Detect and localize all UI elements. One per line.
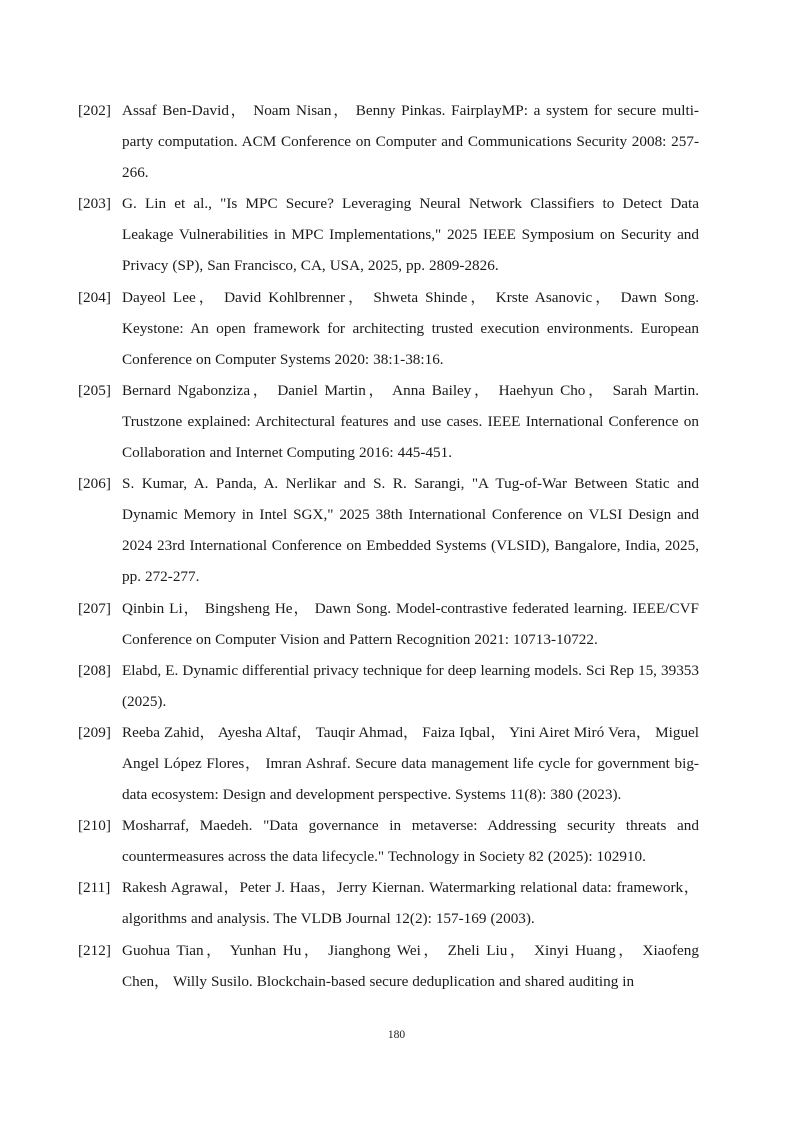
reference-number: [206] (78, 475, 111, 493)
reference-entry (78, 810, 699, 872)
reference-number: [210] (78, 817, 111, 835)
reference-entry (78, 375, 699, 468)
reference-text: Rakesh Agrawal，Peter J. Haas，Jerry Kiernan. Watermarking relational data: framework，algorithms and analysis. The VLDB Journal 12(2): 157-169 (2003). (122, 879, 699, 928)
reference-entry (78, 935, 699, 997)
reference-text: Qinbin Li， Bingsheng He， Dawn Song. Model-contrastive federated learning. IEEE/CVF Conference on Computer Vision and Pattern Recognition 2021: 10713-10722. (122, 599, 699, 648)
reference-number: [204] (78, 288, 111, 306)
reference-text: Bernard Ngabonziza， Daniel Martin， Anna Bailey， Haehyun Cho， Sarah Martin. Trustzone explained: Architectural features and use cases. IEEE International Conference on Collaboration and Internet Computing 2016: 445-451. (122, 381, 699, 462)
reference-list (78, 95, 699, 997)
reference-number: [205] (78, 381, 111, 399)
reference-number: [202] (78, 102, 111, 119)
reference-text: G. Lin et al., "Is MPC Secure? Leveraging Neural Network Classifiers to Detect Data Leakage Vulnerabilities in MPC Implementations," 2025 IEEE Symposium on Security and Privacy (SP), San Francisco, CA, USA, 2025, pp. 2809-2826. (122, 195, 699, 275)
reference-entry (78, 593, 699, 655)
reference-entry (78, 282, 699, 375)
reference-number: [203] (78, 195, 111, 213)
page-number: 180 (387, 1029, 406, 1041)
reference-text: Reeba Zahid， Ayesha Altaf， Tauqir Ahmad， Faiza Iqbal， Yini Airet Miró Vera， Miguel Angel López Flores， Imran Ashraf. Secure data management life cycle for government big-data ecosystem: Design and development perspective. Systems 11(8): 380 (2023). (122, 723, 699, 804)
reference-entry (78, 872, 699, 934)
reference-entry (78, 95, 699, 188)
reference-number: [208] (78, 661, 111, 679)
reference-text: Guohua Tian， Yunhan Hu， Jianghong Wei， Zheli Liu， Xinyi Huang， Xiaofeng Chen， Willy Susilo. Blockchain-based secure deduplication and shared auditing in (122, 941, 699, 990)
reference-text: Assaf Ben-David， Noam Nisan， Benny Pinkas. FairplayMP: a system for secure multi-party computation. ACM Conference on Computer and Communications Security 2008: 257-266. (122, 102, 699, 182)
reference-entry (78, 717, 699, 810)
reference-text: Mosharraf, Maedeh. "Data governance in metaverse: Addressing security threats and countermeasures across the data lifecycle." Technology in Society 82 (2025): 102910. (122, 817, 699, 866)
reference-entry (78, 188, 699, 281)
reference-number: [212] (78, 941, 111, 959)
reference-number: [209] (78, 723, 111, 741)
reference-text: Dayeol Lee， David Kohlbrenner， Shweta Shinde， Krste Asanovic， Dawn Song. Keystone: An open framework for architecting trusted execution environments. European Conference on Computer Systems 2020: 38:1-38:16. (122, 288, 699, 368)
reference-number: [207] (78, 599, 111, 617)
reference-text: Elabd, E. Dynamic differential privacy technique for deep learning models. Sci Rep 15, 39353 (2025). (122, 661, 699, 710)
reference-text: S. Kumar, A. Panda, A. Nerlikar and S. R. Sarangi, "A Tug-of-War Between Static and Dynamic Memory in Intel SGX," 2025 38th International Conference on VLSI Design and 2024 23rd International Conference on Embedded Systems (VLSID), Bangalore, India, 2025, pp. 272-277. (122, 475, 699, 586)
reference-number: [211] (78, 879, 111, 897)
reference-entry (78, 468, 699, 592)
reference-entry (78, 655, 699, 717)
